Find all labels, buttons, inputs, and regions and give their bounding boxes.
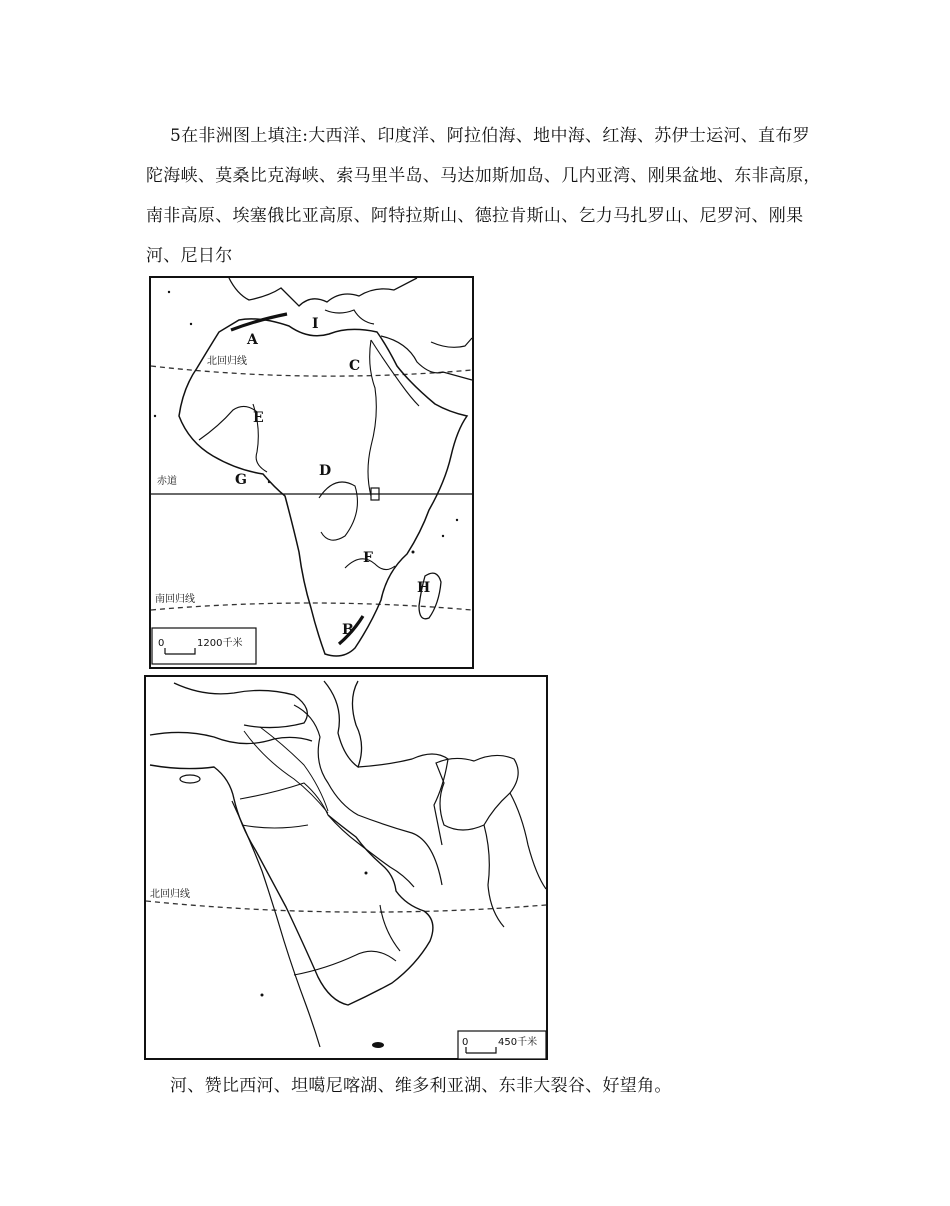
cyprus bbox=[180, 775, 200, 783]
nile-river bbox=[368, 340, 376, 496]
caspian-sea bbox=[324, 681, 362, 767]
label-c: C bbox=[349, 358, 361, 374]
scale-text: 1200千米 bbox=[197, 638, 243, 649]
west-asia-map bbox=[144, 675, 548, 1060]
question-text-continued: 河、赞比西河、坦噶尼喀湖、维多利亚湖、东非大裂谷、好望角。 bbox=[170, 1076, 672, 1096]
label-i: I bbox=[312, 316, 319, 332]
africa-coastline bbox=[179, 319, 467, 656]
socotra bbox=[372, 1042, 384, 1048]
scale-text: 450千米 bbox=[498, 1037, 538, 1048]
label-e: E bbox=[253, 410, 264, 426]
africa-map bbox=[149, 276, 474, 669]
atlas-mountains bbox=[231, 314, 287, 330]
map-frame bbox=[145, 676, 547, 1059]
scale-zero: 0 bbox=[158, 638, 165, 649]
scale-zero: 0 bbox=[462, 1037, 469, 1048]
label-d: D bbox=[319, 463, 332, 479]
tropic-north-label: 北回归线 bbox=[207, 356, 247, 367]
question-text: 5在非洲图上填注:大西洋、印度洋、阿拉伯海、地中海、红海、苏伊士运河、直布罗陀海峡、莫桑比克海峡、索马里半岛、马达加斯加岛、几内亚湾、刚果盆地、东非高原，南非高原、埃塞俄比亚高原、阿特拉斯山、德拉肯斯山、乞力马扎罗山、尼罗河、刚果河、尼日尔 bbox=[146, 126, 821, 266]
label-a: A bbox=[247, 332, 258, 348]
equator-label: 赤道 bbox=[157, 476, 177, 487]
tropic-north-label: 北回归线 bbox=[150, 889, 190, 900]
label-h: H bbox=[417, 580, 431, 596]
label-g: G bbox=[235, 472, 247, 488]
label-b: B bbox=[342, 622, 354, 638]
arabia-coast bbox=[150, 765, 433, 1005]
tropic-south-label: 南回归线 bbox=[155, 594, 195, 605]
congo-river bbox=[319, 482, 357, 540]
tropic-north-line bbox=[146, 901, 546, 912]
afghanistan-border bbox=[436, 755, 518, 830]
label-f: F bbox=[363, 550, 373, 566]
